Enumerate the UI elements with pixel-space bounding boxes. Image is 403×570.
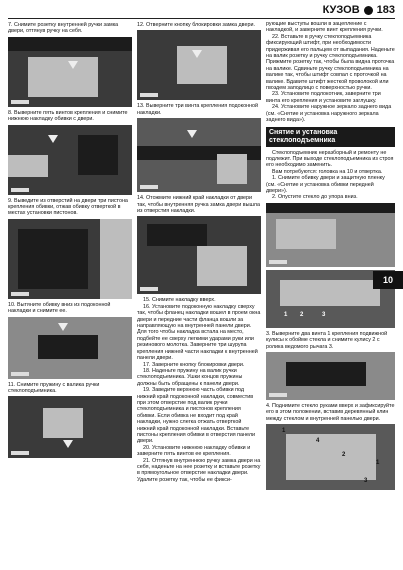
column-2 — [137, 21, 261, 483]
para-21: 21. Оттянув внутреннюю ручку замка двери на себя, наденьте на нее розетку и вставьте розетку в прямоугольное отверстие накладки двери. Удалите розетку так, чтобы ее фикси- — [137, 457, 261, 483]
column-3 — [266, 21, 395, 493]
photo-12 — [137, 30, 261, 100]
para-19: 19. Заведите верхнюю часть обивки под нижний край подоконной накладки, совместив при этом отверстие под валик ручки стеклоподъемника и пистонов крепления обивки. Если обивка не входит под край накладки, нужно слегка отжать отверткой нижний край подоконной накладки. Вставьте пистоны крепления обивки в отверстия панели двери. — [137, 387, 256, 445]
chapter-tab: 10 — [373, 271, 403, 289]
fig-label: 2 — [300, 311, 304, 318]
para-23: 23. Установите подлокотник, заверните три винта его крепления и установите заглушку. — [266, 91, 381, 104]
photo-14 — [137, 216, 261, 294]
caption-11: 11. Снимите пружину с валика ручки стеклоподъемника. — [8, 381, 100, 395]
para-20: 20. Установите нижнюю накладку обивки и заверните пять винтов ее крепления. — [137, 444, 251, 458]
photo-glass-lowered — [266, 203, 395, 267]
caption-12: 12. Отверните кнопку блокировки замка двери. — [137, 22, 255, 28]
para-24: 24. Установите наружное зеркало заднего вида (см. «Снятие и установка наружного зеркала заднего вида»). — [266, 104, 392, 124]
tools-note: Вам потребуются: головка на 10 и отвертка. — [272, 168, 383, 175]
caption-9: 9. Выведите из отверстий на двери три пистона крепления обивки, отжав обивку отверткой в местах установки пистонов. — [8, 197, 128, 217]
para-22: 22. Вставьте в ручку стеклоподъемника фиксирующий штифт, при необходимости придерживая его пальцем от выпадания. Наденьте на валик розетку и ручку стеклоподъемника. Прижмите розетку так, чтобы была видна проточка на валике. Сдвиньте ручку стеклоподъемника на валике так, чтобы штифт совпал с проточкой на валике. Вдавите штифт жесткой проволокой или гвоздем заподлицо с поверхностью ручки. — [266, 33, 395, 92]
step-1: 1. Снимите обивку двери и защитную пленку (см. «Снятие и установка обивки передней двери»). — [266, 175, 385, 194]
photo-7 — [8, 37, 132, 107]
running-header — [323, 3, 395, 17]
photo-11 — [8, 396, 132, 458]
para-16: 16. Установите подоконную накладку сверху так, чтобы фланец накладки вошел в проем окна двери и передние части фланца вошли за направляющую на внутренней панели двери. Для того чтобы накладка встала на место, подбейте ее сверху легкими ударами руки или резинового молотка. Заверните три шурупа крепления нижней части накладки к внутренней панели двери. — [137, 303, 261, 362]
section-name: КУЗОВ — [322, 4, 360, 16]
para-18: 18. Наденьте пружину на валик ручки стеклоподъемника. Ушки концов пружины должны быть обращены к панели двери. — [137, 367, 243, 387]
photo-8 — [8, 125, 132, 195]
section-intro: Стеклоподъемник неразборный и ремонту не подлежит. При выходе стеклоподъемника из строя его необходимо заменить. — [266, 149, 394, 169]
photo-4 — [266, 352, 395, 400]
caption-7: 7. Снимите розетку внутренней ручки замка двери, оттянув ручку на себя. — [8, 22, 119, 35]
photo-13 — [137, 118, 261, 192]
photo-10 — [8, 317, 132, 379]
para-21-cont: рующие выступы вошли в зацепление с накладкой, и заверните винт крепления ручки. — [266, 21, 383, 34]
caption-4: 4. Поднимите стекло руками вверх и зафиксируйте его в этом положении, вставив деревянный клин между стеклом и внутренней панелью двери. — [266, 402, 395, 422]
caption-8: 8. Выверните пять винтов крепления и снимите нижнюю накладку обивки с двери. — [8, 109, 128, 123]
column-1 — [8, 21, 132, 461]
fig-label: 1 — [284, 311, 288, 318]
fig-label: 1 — [376, 460, 380, 467]
bullet-icon — [364, 6, 373, 15]
caption-14: 14. Отожмите нижний край накладки от двери так, чтобы внутренняя ручка замка двери вышла из отверстия накладки. — [137, 195, 260, 215]
fig-label: 1 — [282, 428, 286, 435]
fig-label: 3 — [364, 478, 368, 485]
photo-9 — [8, 219, 132, 299]
fig-label: 3 — [322, 311, 326, 318]
para-17: 17. Заверните кнопку блокировки двери. — [143, 361, 245, 368]
fig-label: 2 — [342, 452, 346, 459]
section-title: Снятие и установка стеклоподъемника — [266, 127, 395, 147]
caption-3: 3. Выверните два винта 1 крепления подвижной кулисы к обойме стекла и снимите кулису 2 с ролика ведомого рычага 3. — [266, 330, 388, 350]
step-2: 2. Опустите стекло до упора вниз. — [272, 194, 358, 201]
page-number: 183 — [376, 4, 395, 16]
fig-label: 4 — [316, 438, 320, 445]
caption-13: 13. Выверните три винта крепления подоконной накладки. — [137, 103, 259, 116]
diagram-5 — [266, 424, 395, 490]
caption-10: 10. Вытяните обивку вниз из подоконной накладки и снимите ее. — [8, 301, 111, 315]
header-rule — [8, 18, 395, 19]
para-15: 15. Снимите накладку вверх. — [143, 297, 216, 304]
